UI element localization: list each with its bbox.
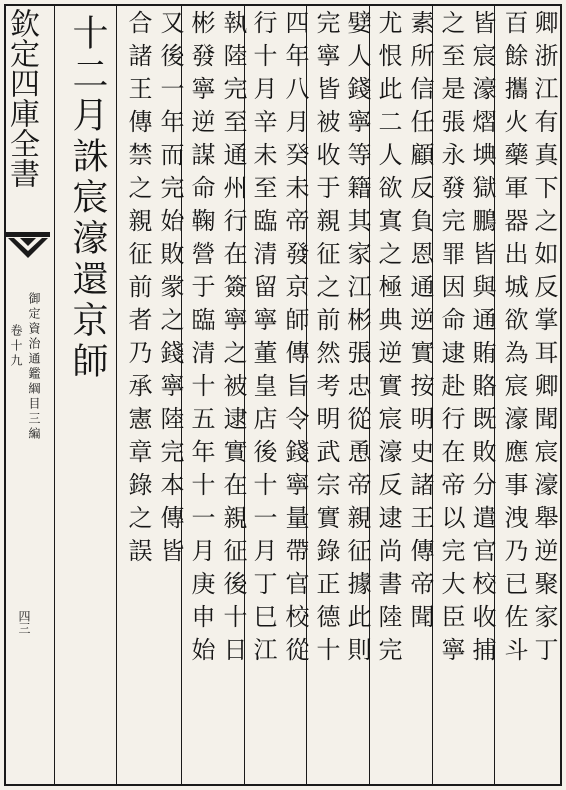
text-column-9: 尤恨此二人欲寘之極典逆實宸濠反逮尚書陸完 [374,10,402,670]
book-title: 御定資治通鑑綱目三編 [27,292,41,442]
text-column-3: 彬發寧逆謀命鞠營于臨清十五年十一月庚申始 [187,10,215,670]
text-column-7: 完寧皆被收于親征之前然考明武宗實錄正德十 [312,10,340,670]
text-column-14: 卿浙江有真下之如反掌耳卿聞宸濠舉逆聚家丁 [530,10,558,670]
fishtail-ornament [6,232,50,268]
text-column-12: 皆宸濠熠㙉獄鵬皆與通賄賂既敗分遣官校收捕 [468,10,496,670]
section-heading: 十二月誅宸濠還京師 [67,14,108,383]
library-title: 欽定四庫全書 [4,8,39,188]
rule-1 [116,4,117,786]
text-column-2: 又後一年而完始敗䝉之錢寧陸完本傳皆 [156,10,184,571]
volume-number: 卷十九 [9,324,23,369]
text-column-5: 行十月辛未至臨清留寧董皇店後十一月丁巳江 [249,10,277,670]
text-column-13: 百餘攜火藥軍器出城欲為宸濠應事洩乃已佐斗 [500,10,528,670]
text-column-8: 嬖人錢寧等籍其家江彬張忠從恿帝親征據此則 [343,10,371,670]
rule-margin [54,4,55,786]
text-column-10: 素所信任顧反負恩通逆實按明史諸王傳帝聞 [406,10,434,637]
text-column-11: 之至是張永發完罪因命逮赴行在帝以完大臣寧 [437,10,465,670]
page-number: 四三 [17,610,31,634]
text-column-6: 四年八月癸未帝發京師傳旨令錢寧量帶官校從 [281,10,309,670]
text-column-1: 合諸王傳禁之親征前者乃承憲章錄之誤 [124,10,152,571]
text-column-4: 執陸完至通州行在簽寧之被逮實在親征後十日 [219,10,247,670]
